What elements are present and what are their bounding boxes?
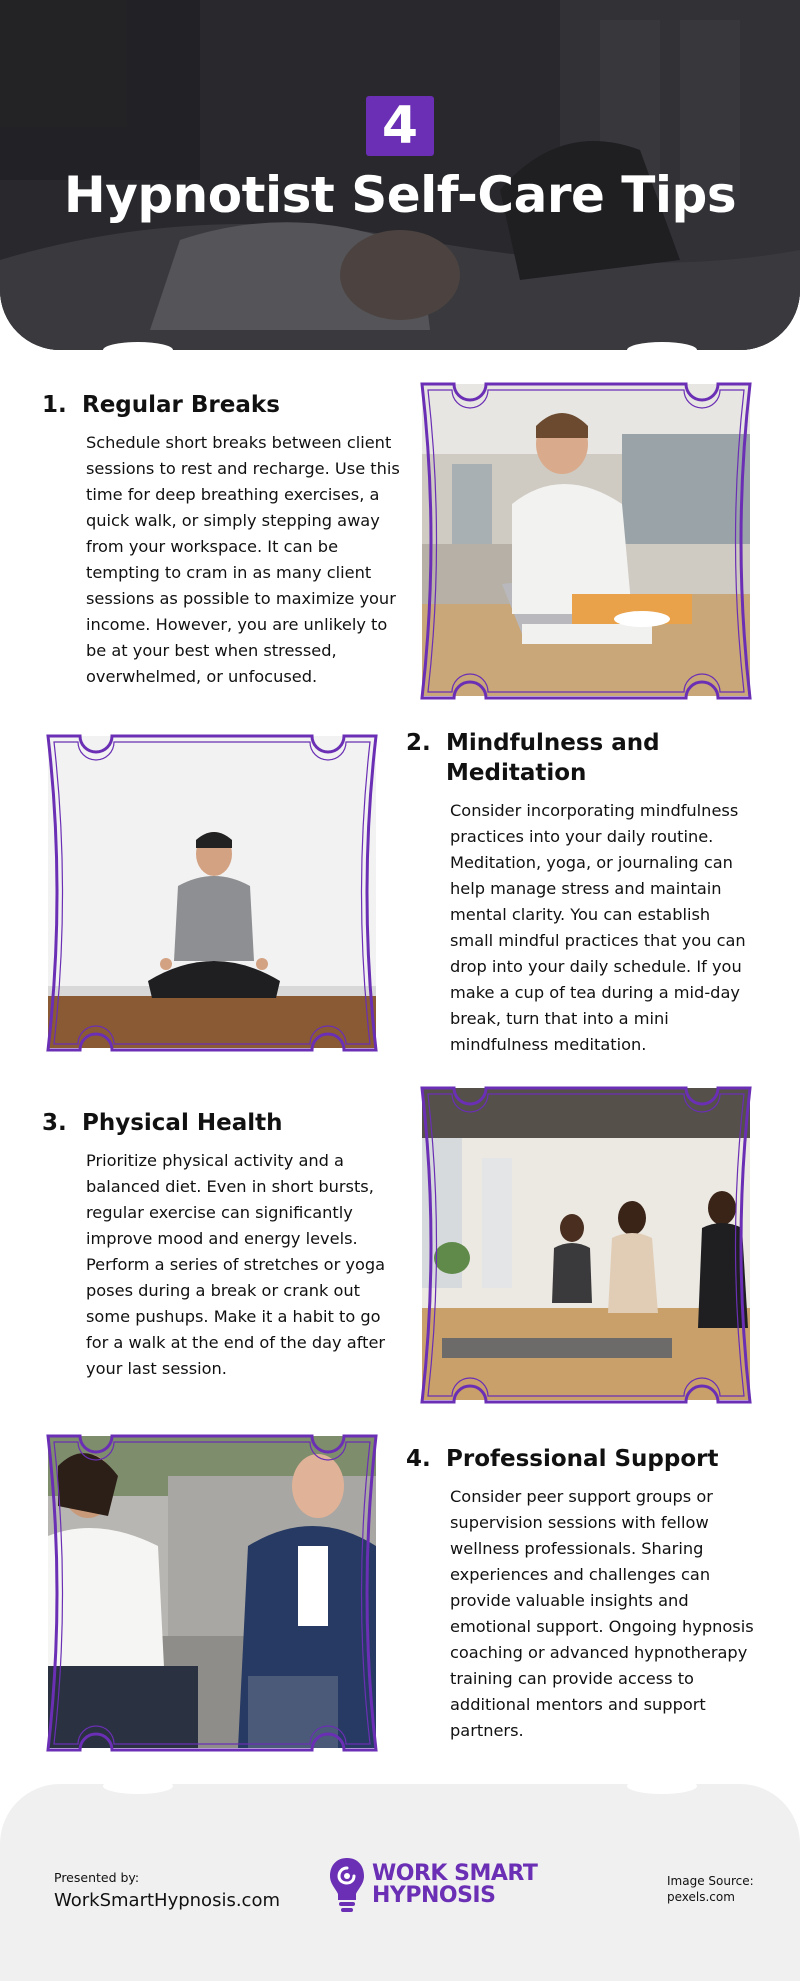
photo-frame	[42, 732, 382, 1054]
work-smart-hypnosis-logo	[328, 1856, 537, 1914]
image-source	[667, 1873, 754, 1905]
presented-by-label: Presented by:	[54, 1870, 140, 1885]
brain-bulb-icon	[328, 1856, 366, 1914]
photo-frame	[416, 380, 756, 702]
tip-number: 3.	[42, 1110, 67, 1136]
header-notch-left	[103, 342, 173, 358]
logo-text-line2: HYPNOSIS	[372, 1883, 496, 1908]
tip-body: Consider peer support groups or supervision sessions with fellow wellness professionals. Sharing experiences and challenges can provide valuable insights and emotional support. Ongoing hypnosis coaching or advanced hypnotherapy training can provide access to additional mentors and support partners.	[450, 1487, 754, 1740]
tip-number: 1.	[42, 392, 67, 418]
tip-title: Professional Support	[446, 1446, 719, 1472]
tip-number: 2.	[406, 730, 431, 756]
tip-number: 4.	[406, 1446, 431, 1472]
footer	[0, 1784, 800, 1981]
tip-title: Regular Breaks	[82, 392, 280, 418]
tip-physical-health	[42, 1108, 402, 1382]
tip-title: Mindfulness and Meditation	[446, 730, 660, 786]
tip-body: Schedule short breaks between client sessions to rest and recharge. Use this time for deep breathing exercises, a quick walk, or simply stepping away from your workspace. It can be tempting to cram in as many client sessions as possible to maximize your income. However, you are unlikely to be at your best when stressed, overwhelmed, or unfocused.	[86, 433, 400, 686]
header-banner	[0, 0, 800, 350]
tip-title: Physical Health	[82, 1110, 283, 1136]
logo-text-line1: WORK SMART	[372, 1861, 538, 1886]
photo-two-people-talking	[42, 1432, 382, 1754]
tip-body: Consider incorporating mindfulness practices into your daily routine. Meditation, yoga, or journaling can help manage stress and maintain mental clarity. You can establish small mindful practices that you can drop into your daily schedule. If you make a cup of tea during a mid-day break, turn that into a mini mindfulness meditation.	[450, 801, 746, 1054]
photo-frame	[42, 1432, 382, 1754]
image-source-site: pexels.com	[667, 1890, 735, 1904]
header-notch-right	[627, 342, 697, 358]
photo-man-drinking-coffee	[416, 380, 756, 702]
photo-yoga-class	[416, 1084, 756, 1406]
page-title: Hypnotist Self-Care Tips	[63, 166, 737, 224]
tip-body: Prioritize physical activity and a balanced diet. Even in short bursts, regular exercise can significantly improve mood and energy levels. Perform a series of stretches or yoga poses during a break or crank out some pushups. Make it a habit to go for a walk at the end of the day after your last session.	[86, 1151, 386, 1378]
tips-count-badge: 4	[366, 96, 434, 156]
tip-regular-breaks	[42, 390, 402, 690]
photo-frame	[416, 1084, 756, 1406]
footer-notch-right	[627, 1778, 697, 1794]
tip-mindfulness-meditation	[406, 728, 766, 1058]
presented-by-website: WorkSmartHypnosis.com	[54, 1890, 280, 1911]
photo-man-meditating	[42, 732, 382, 1054]
tip-professional-support	[406, 1444, 776, 1744]
image-source-label: Image Source:	[667, 1874, 754, 1888]
footer-notch-left	[103, 1778, 173, 1794]
